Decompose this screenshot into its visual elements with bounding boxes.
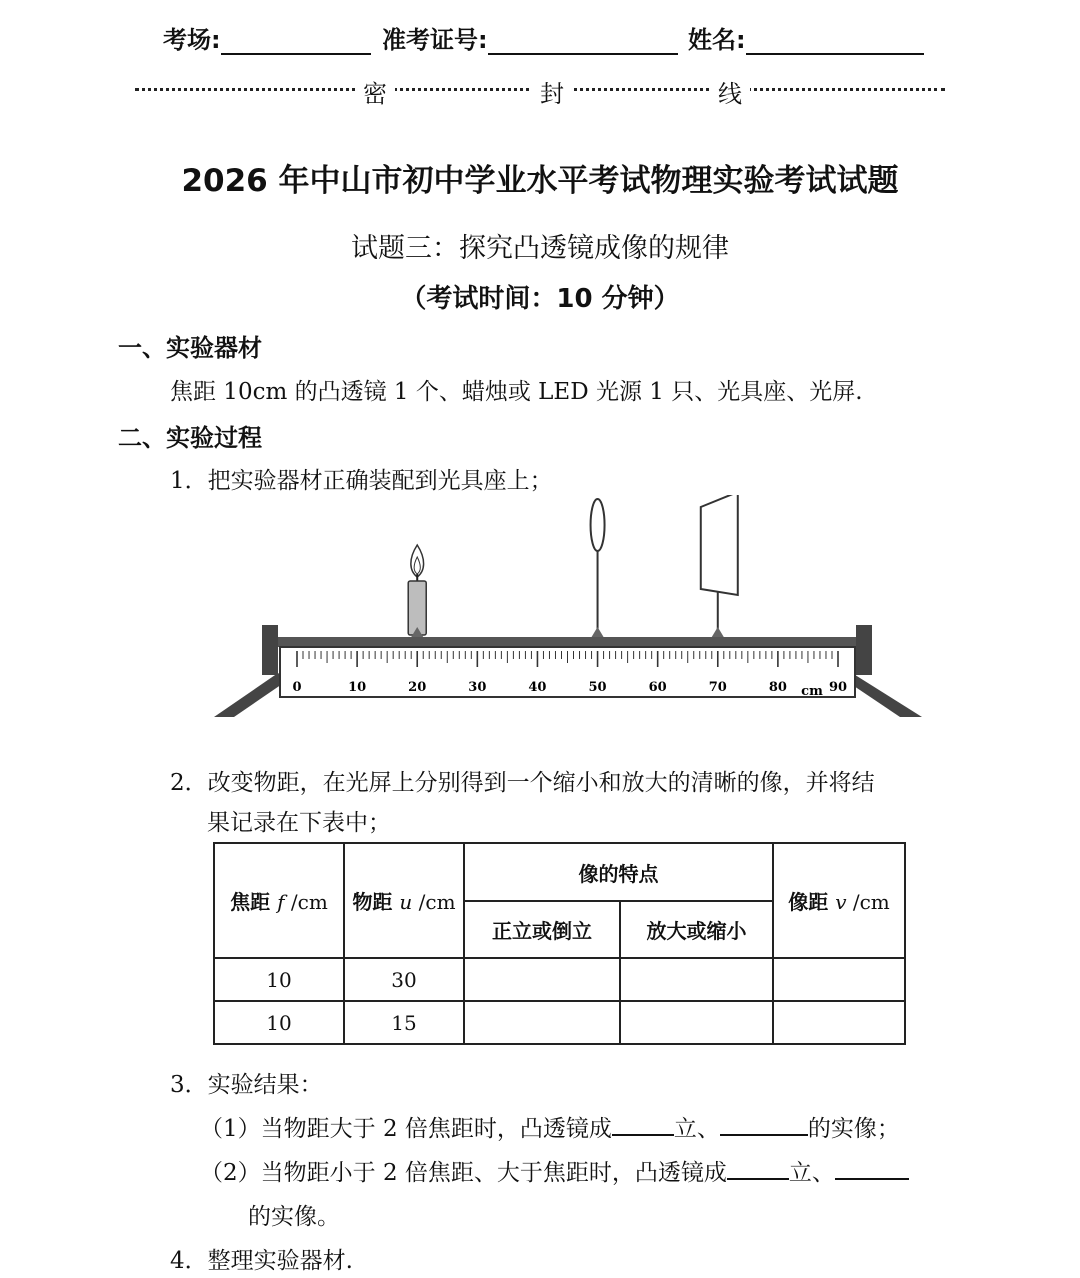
question-subtitle: 试题三：探究凸透镜成像的规律 (351, 233, 729, 264)
record-table (213, 842, 906, 1045)
cell-object: 30 (344, 958, 464, 1001)
seal-char-xian: 线 (710, 74, 750, 109)
tick-label: 40 (528, 680, 547, 695)
tick-label: 20 (408, 680, 427, 695)
section-heading-procedure: 二、实验过程 (118, 424, 262, 452)
candle-body (408, 581, 426, 635)
tick-label: 50 (588, 680, 607, 695)
header-object-unit: /cm (412, 890, 456, 914)
lens-holder (592, 627, 604, 637)
seal-char-feng: 封 (532, 74, 572, 109)
cell-image-distance-blank[interactable] (773, 958, 905, 1001)
equipment-text: 焦距 10cm 的凸透镜 1 个、蜡烛或 LED 光源 1 只、光具座、光屏. (170, 379, 863, 405)
screen-panel (701, 495, 738, 595)
header-object-distance (344, 843, 464, 958)
result-1-blank-2[interactable] (720, 1114, 808, 1136)
right-end-post (856, 625, 872, 675)
result-1-text-c: 的实像； (807, 1116, 900, 1142)
table-row (214, 958, 905, 1001)
name-label: 姓名: (688, 26, 746, 54)
table-row (214, 1001, 905, 1044)
name-field (688, 20, 924, 55)
optical-bench-diagram (200, 495, 940, 730)
cell-image-distance-blank[interactable] (773, 1001, 905, 1044)
tick-label: 10 (348, 680, 367, 695)
cell-magnify-blank[interactable] (620, 958, 773, 1001)
header-focal-text: 焦距 (230, 890, 278, 914)
result-1-text-b: 立、 (673, 1116, 720, 1142)
header-upright-inverted: 正立或倒立 (464, 901, 620, 958)
result-1 (200, 1110, 900, 1143)
tick-label: 0 (292, 680, 302, 695)
light-screen (701, 495, 738, 637)
cell-upright-blank[interactable] (464, 1001, 620, 1044)
result-2 (200, 1154, 909, 1187)
scale-unit: cm (801, 684, 823, 699)
ticket-number-field (382, 20, 678, 55)
result-1-blank-1[interactable] (612, 1114, 674, 1136)
header-focal-unit: /cm (284, 890, 328, 914)
header-image-unit: /cm (846, 890, 890, 914)
exam-room-blank[interactable] (221, 31, 371, 55)
left-end-post (262, 625, 278, 675)
header-object-text: 物距 (352, 890, 400, 914)
name-blank[interactable] (746, 31, 924, 55)
cell-object: 15 (344, 1001, 464, 1044)
header-magnified-reduced: 放大或缩小 (620, 901, 773, 958)
step-3: 3．实验结果： (170, 1072, 323, 1098)
header-focal-length (214, 843, 344, 958)
cell-focal: 10 (214, 958, 344, 1001)
cell-upright-blank[interactable] (464, 958, 620, 1001)
result-2-text-b: 立、 (788, 1160, 835, 1186)
bench-rail (278, 637, 856, 647)
exam-room-label: 考场: (163, 26, 221, 54)
lens-glass (591, 499, 605, 551)
left-leg (214, 673, 288, 717)
exam-room-field (163, 20, 371, 55)
step-2-line-2: 果记录在下表中； (207, 810, 391, 836)
candle (408, 545, 426, 637)
tick-label: 70 (708, 680, 727, 695)
convex-lens (591, 499, 605, 637)
cell-magnify-blank[interactable] (620, 1001, 773, 1044)
tick-label: 90 (828, 680, 848, 695)
step-1: 1．把实验器材正确装配到光具座上； (170, 468, 553, 494)
step-2-line-1: 2．改变物距，在光屏上分别得到一个缩小和放大的清晰的像，并将结 (170, 770, 875, 796)
tick-label: 60 (648, 680, 667, 695)
section-heading-equipment: 一、实验器材 (118, 334, 262, 362)
header-object-var: u (399, 890, 413, 914)
header-focal-var: f (277, 890, 285, 914)
step-4: 4．整理实验器材. (170, 1248, 353, 1274)
tick-label: 80 (768, 680, 787, 695)
header-image-features: 像的特点 (464, 843, 773, 901)
header-image-var: v (835, 890, 847, 914)
result-2-blank-2[interactable] (835, 1158, 909, 1180)
exam-time: （考试时间：10 分钟） (400, 284, 680, 314)
page-title: 2026 年中山市初中学业水平考试物理实验考试试题 (181, 163, 899, 199)
seal-char-mi: 密 (355, 74, 395, 109)
ticket-number-blank[interactable] (488, 31, 678, 55)
tick-label: 30 (468, 680, 487, 695)
result-2-line-2: 的实像。 (248, 1204, 340, 1230)
result-1-text-a: （1）当物距大于 2 倍焦距时，凸透镜成 (200, 1116, 612, 1142)
header-image-text: 像距 (788, 890, 836, 914)
ticket-number-label: 准考证号: (382, 26, 488, 54)
right-leg (845, 673, 922, 717)
cell-focal: 10 (214, 1001, 344, 1044)
screen-holder (712, 627, 724, 637)
result-2-text-a: （2）当物距小于 2 倍焦距、大于焦距时，凸透镜成 (200, 1160, 727, 1186)
result-2-blank-1[interactable] (727, 1158, 789, 1180)
header-image-distance (773, 843, 905, 958)
